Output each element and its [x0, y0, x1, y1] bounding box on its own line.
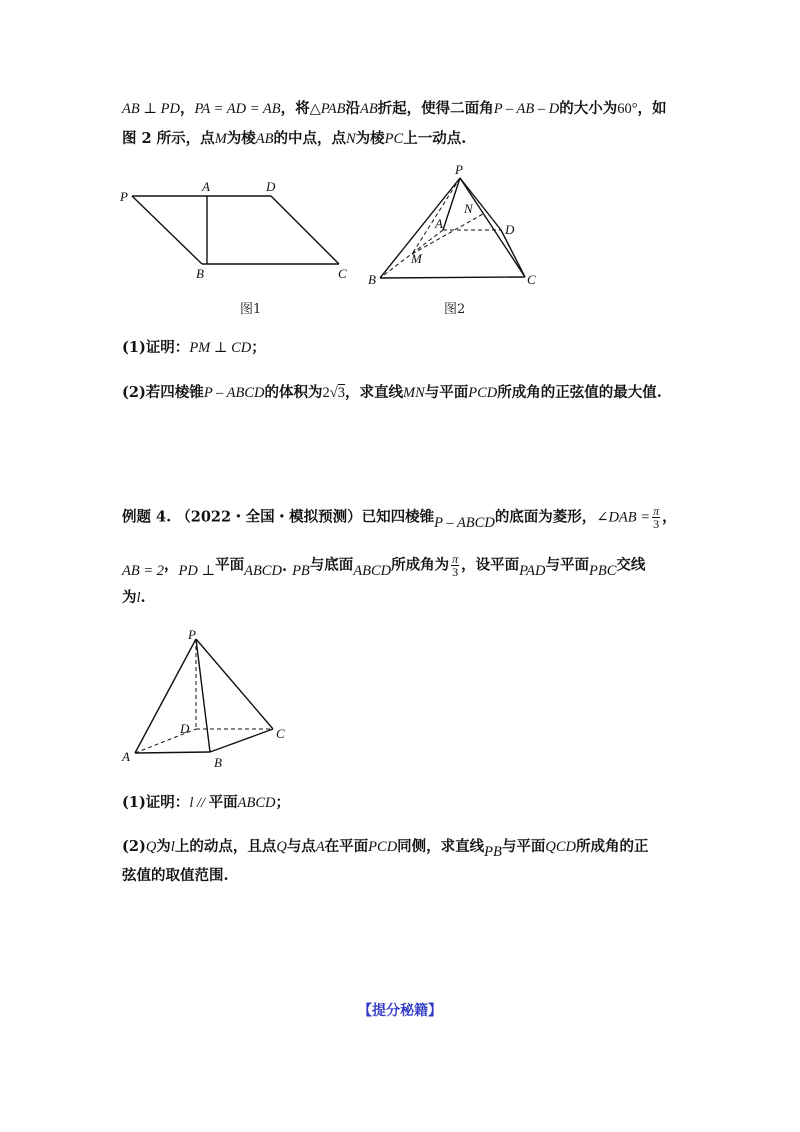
ex4-label-b: B — [214, 755, 222, 770]
example-4-question-1: (1)证明：l // 平面ABCD； — [122, 794, 291, 811]
question-1-top: (1)证明：PM ⊥ CD； — [122, 339, 266, 356]
fig2-label-n: N — [464, 201, 473, 216]
example-4-question-2: (2)Q为l上的动点，且点Q与点A在平面PCD同侧，求直线PB与平面QCD所成角的正 — [122, 838, 649, 860]
fig2-label-d: D — [505, 222, 515, 237]
ex4-edge-pb — [196, 639, 210, 752]
ex4-edge-ab — [135, 752, 210, 753]
ex4-label-p: P — [188, 627, 196, 642]
fig2-edge-dc — [501, 230, 525, 277]
fig2-edge-pa — [443, 178, 460, 230]
ex4-edge-bc — [210, 729, 273, 752]
math-2-sqrt-3: 2√3 — [322, 385, 345, 401]
fig1-label-p: P — [120, 189, 128, 204]
fig2-label-c: C — [527, 272, 536, 287]
example-4-question-2-cont: 弦值的取值范围. — [122, 867, 229, 884]
problem-text-line-1: AB ⊥ PD，PA = AD = AB，将△PAB沿AB折起，使得二面角P – AB – D的大小为60°，如 — [122, 100, 667, 117]
fig2-label-b: B — [368, 272, 376, 287]
question-2-top: (2)若四棱锥P – ABCD的体积为2√3，求直线MN与平面PCD所成角的正弦值的最大值. — [122, 384, 662, 401]
figure-1-caption: 图1 — [240, 302, 262, 317]
fraction-pi-over-3: $\frac{\pi}{3}$ — [653, 504, 660, 531]
example-4-label: 例题 4. — [122, 508, 172, 526]
math-pa-ad-ab: PA = AD = AB — [194, 101, 281, 117]
figure-1-parallelogram — [115, 172, 360, 287]
fig1-label-c: C — [338, 266, 347, 281]
fig2-label-a: A — [435, 216, 443, 231]
fraction-pi-over-3-b: $\frac{\pi}{3}$ — [452, 552, 459, 579]
example-4-line-1: 例题 4. （2022・全国・模拟预测）已知四棱锥P – ABCD的底面为菱形，∠DAB = $\frac{\pi}{3}$ ， — [122, 504, 677, 531]
figure-2-pyramid — [365, 160, 550, 290]
fig2-label-p: P — [455, 162, 463, 177]
example-4-pyramid-figure — [118, 625, 298, 770]
fig2-edge-bc — [380, 277, 525, 278]
fig1-edge-pb — [132, 196, 202, 264]
fig2-edge-pc — [460, 178, 525, 277]
figure-2-caption: 图2 — [444, 302, 466, 317]
fig1-edge-dc — [271, 196, 339, 264]
math-60-degrees: 60° — [617, 101, 638, 117]
fig1-label-b: B — [196, 266, 204, 281]
math-ab-perp-pd: AB ⊥ PD — [122, 101, 180, 117]
example-4-line-2: AB = 2，PD ⊥平面ABCD· PB与底面ABCD所成角为 $\frac{\pi}{3}$ ，设平面PAD与平面PBC交线 — [122, 552, 646, 579]
fig2-dash-mn — [412, 214, 483, 254]
tips-heading: 【提分秘籍】 — [358, 1003, 442, 1019]
fig1-label-a: A — [202, 179, 210, 194]
math-dihedral-angle: P – AB – D — [493, 101, 560, 117]
ex4-label-a: A — [122, 749, 130, 764]
example-4-line-3: 为l. — [122, 589, 146, 606]
ex4-edge-pc — [196, 639, 273, 729]
ex4-label-c: C — [276, 726, 285, 741]
math-triangle-pab: △PAB — [309, 101, 346, 117]
problem-text-line-2: 图 2 所示，点M为棱AB的中点，点N为棱PC上一动点. — [122, 130, 467, 147]
fig2-label-m: M — [411, 251, 422, 266]
ex4-label-d: D — [180, 721, 190, 736]
fig1-label-d: D — [266, 179, 276, 194]
